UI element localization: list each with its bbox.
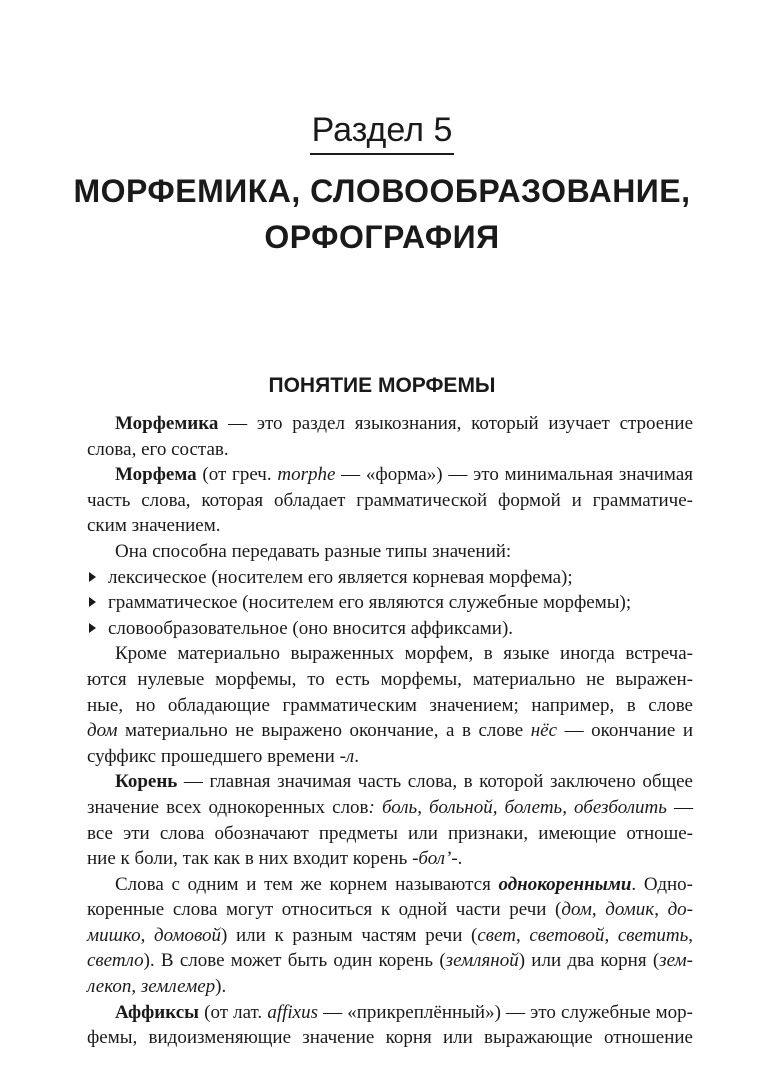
term: Морфемика [115, 413, 219, 434]
text-span: ние к боли, так как в них входит корень [87, 848, 413, 870]
example-word: дом [561, 899, 592, 921]
chapter-heading: ПОНЯТИЕ МОРФЕМЫ [268, 374, 496, 397]
example-word: -л [339, 745, 355, 767]
list-item-text: грамматическое (носителем его являются служебные морфемы); [108, 592, 632, 614]
text-span: — «прикреплённый») — это служебные мор- [317, 1001, 694, 1023]
example-word: землемер [140, 976, 216, 998]
section-title-line: МОРФЕМИКА, СЛОВООБРАЗОВАНИЕ, [73, 173, 691, 209]
text-line [87, 948, 693, 974]
text-line: часть слова, которая обладает грамматической формой и грамматиче- [87, 489, 693, 511]
section-title-line: ОРФОГРАФИЯ [264, 219, 500, 255]
paragraph-morphemics [87, 411, 693, 462]
example-word: нёс [530, 720, 558, 742]
foreign-word: affixus [267, 1001, 318, 1023]
text-span: — «форма») — это минимальная значимая [335, 464, 693, 486]
example-word: светло [87, 950, 144, 972]
example-word: светить [617, 924, 689, 946]
text-line: слова, его состав. [87, 438, 229, 460]
text-line: ные, но обладающие грамматическим значением; например, в слове [87, 694, 693, 716]
text-span: , [591, 899, 606, 921]
example-word: лекоп [87, 976, 132, 998]
example-word: свет [477, 924, 516, 946]
text-span: , [140, 924, 155, 946]
list-item-text: лексическое (носителем его является корневая морфема); [108, 566, 573, 588]
text-span: , [604, 924, 618, 946]
body-text [87, 411, 693, 1051]
example-word: земляной [445, 950, 519, 972]
text-span: (от греч. [196, 464, 278, 486]
text-line [87, 744, 693, 770]
meaning-types-list [87, 565, 693, 642]
list-item [87, 565, 693, 591]
text-line: Она способна передавать разные типы значений: [115, 540, 512, 562]
text-line [87, 1000, 693, 1026]
text-line [87, 974, 693, 1000]
term: Корень [115, 771, 178, 793]
bullet-arrow-icon [89, 623, 96, 633]
example-word: дом [87, 720, 118, 742]
paragraph-zero-morphemes [87, 641, 693, 769]
example-word: световой [529, 924, 605, 946]
paragraph-root [87, 769, 693, 871]
list-item [87, 590, 693, 616]
bullet-arrow-icon [89, 597, 96, 607]
term: однокоренными [498, 873, 632, 895]
text-line [87, 795, 693, 821]
foreign-word: morphe [277, 464, 336, 486]
text-span: материально не выражено окончание, а в слове [117, 720, 531, 742]
list-item-text: словообразовательное (оно вносится аффиксами). [108, 617, 514, 639]
text-span: ). В слове может быть один корень ( [143, 950, 446, 972]
term: Аффиксы [115, 1001, 199, 1023]
term: Морфема [115, 464, 197, 486]
bullet-arrow-icon [89, 572, 96, 582]
text-line: ским значением. [87, 515, 221, 537]
text-line [87, 897, 693, 923]
text-line [87, 411, 693, 437]
text-span: суффикс прошедшего времени [87, 745, 340, 767]
example-word: мишко [87, 924, 141, 946]
example-word: до- [667, 899, 694, 921]
text-span: (от лат. [198, 1001, 268, 1023]
text-span: . [354, 745, 359, 767]
text-span: . [457, 848, 463, 870]
text-span: ). [215, 976, 227, 998]
text-line [87, 872, 693, 898]
paragraph-cognates [87, 872, 693, 1000]
text-span: , [131, 976, 141, 998]
text-span: коренные слова могут относиться к одной части речи ( [87, 899, 562, 921]
text-span: , [654, 899, 668, 921]
text-span: — [666, 796, 693, 818]
text-span: — окончание и [557, 720, 693, 742]
example-word: зем- [659, 950, 693, 972]
section-number [0, 110, 764, 155]
example-word: : боль, больной, болеть, обезболить [368, 796, 667, 818]
example-word: домовой [154, 924, 222, 946]
list-item [87, 616, 693, 642]
text-line [87, 923, 693, 949]
paragraph-meaning-types [87, 539, 693, 565]
text-line [87, 462, 693, 488]
text-span: — это раздел языкознания, который изучает строение [218, 413, 693, 434]
text-span: — главная значимая часть слова, в которой заключено общее [177, 771, 693, 793]
section-title [0, 168, 764, 260]
example-word: домик [605, 899, 655, 921]
text-line: Кроме материально выраженных морфем, в языке иногда встреча- [115, 643, 693, 665]
text-span: . Одно- [631, 873, 693, 895]
paragraph-morpheme [87, 462, 693, 539]
example-word: -бол’- [412, 848, 458, 870]
text-line: ются нулевые морфемы, то есть морфемы, материально не выражен- [87, 668, 693, 690]
text-span: ) или два корня ( [518, 950, 660, 972]
text-span: , [688, 924, 694, 946]
text-line [87, 846, 693, 872]
text-line [87, 769, 693, 795]
paragraph-affixes [87, 1000, 693, 1051]
text-span: ) или к разным частям речи ( [221, 924, 478, 946]
section-label-text: Раздел 5 [310, 110, 455, 155]
text-line: все эти слова обозначают предметы или признаки, имеющие отноше- [87, 822, 693, 844]
text-span: значение всех однокоренных слов [87, 796, 369, 818]
text-line: фемы, видоизменяющие значение корня или выражающие отношение [87, 1027, 693, 1049]
text-span: Слова с одним и тем же корнем называются [115, 873, 499, 895]
text-span: , [515, 924, 530, 946]
text-line [87, 718, 693, 744]
